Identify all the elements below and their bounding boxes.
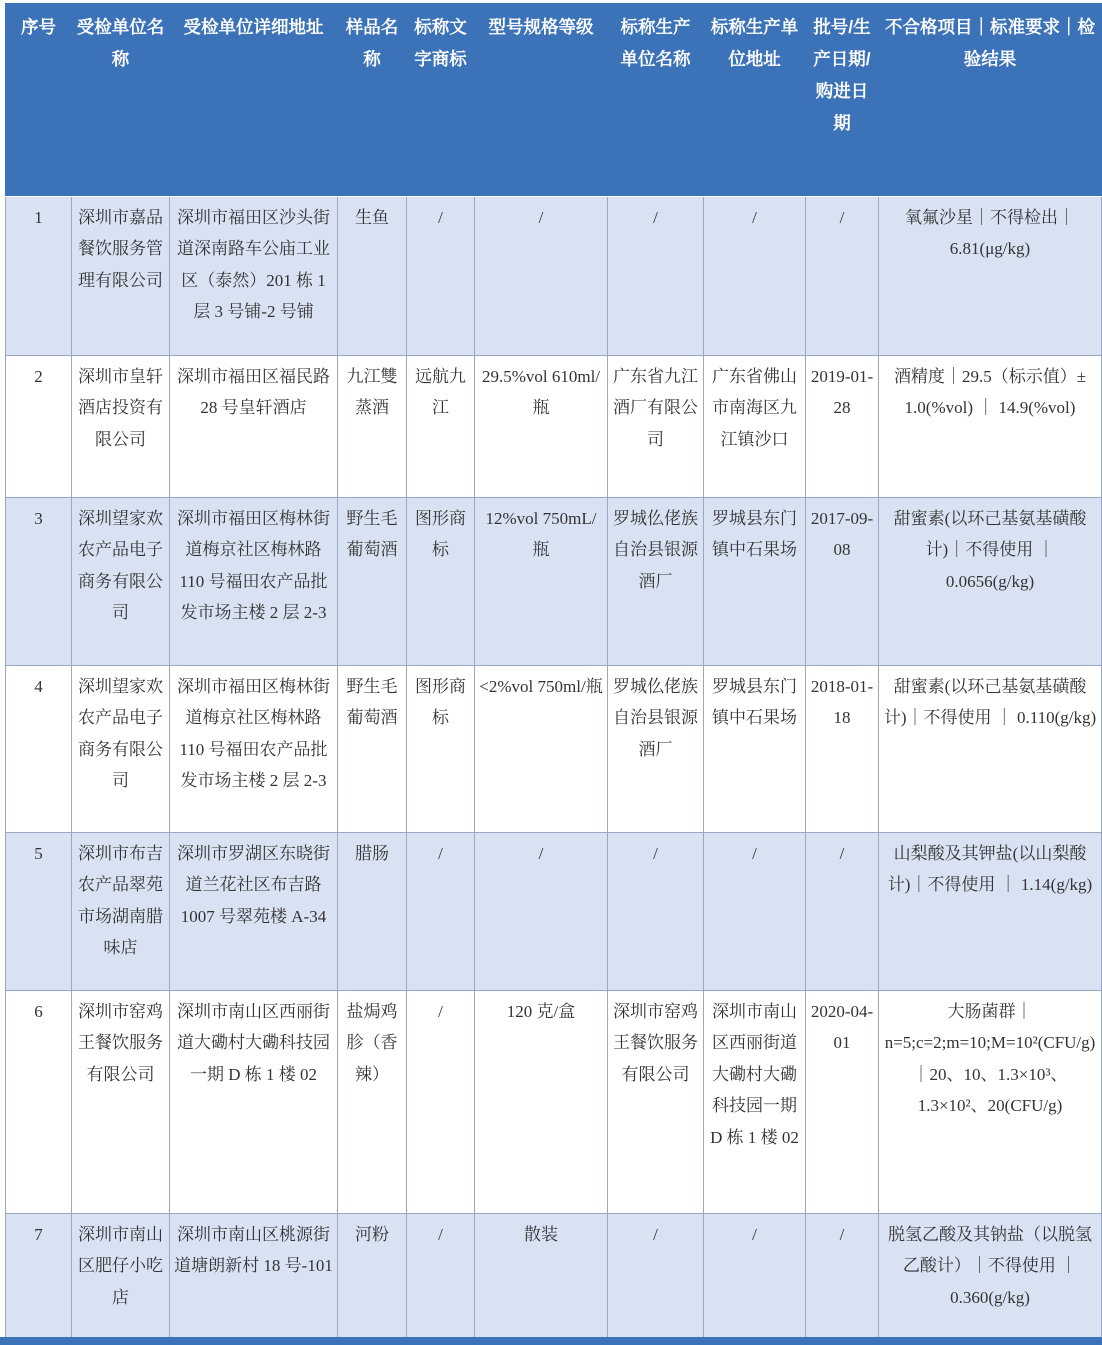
table-header	[6, 4, 1102, 197]
cell-producer-name: 广东省九江酒厂有限公司	[608, 356, 704, 498]
cell-batch-date: 2019-01-28	[806, 356, 879, 498]
cell-spec: 29.5%vol 610ml/瓶	[475, 356, 608, 498]
cell-sample-name: 腊肠	[338, 833, 407, 991]
table-row	[6, 498, 1102, 666]
cell-unit-address: 深圳市福田区梅林街道梅京社区梅林路 110 号福田农产品批发市场主楼 2 层 2-3	[170, 498, 338, 666]
cell-producer-address: 深圳市南山区西丽街道大磡村大磡科技园一期 D 栋 1 楼 02	[704, 991, 806, 1214]
cell-unit-address: 深圳市罗湖区东晓街道兰花社区布吉路 1007 号翠苑楼 A-34	[170, 833, 338, 991]
cell-producer-name: /	[608, 1214, 704, 1338]
next-page-header-strip	[0, 1337, 1102, 1345]
cell-index: 3	[6, 498, 72, 666]
cell-spec: 12%vol 750mL/瓶	[475, 498, 608, 666]
cell-batch-date: /	[806, 1214, 879, 1338]
cell-sample-name: 野生毛葡萄酒	[338, 666, 407, 833]
cell-producer-address: 广东省佛山市南海区九江镇沙口	[704, 356, 806, 498]
cell-producer-name: 深圳市窑鸡王餐饮服务有限公司	[608, 991, 704, 1214]
cell-result: 甜蜜素(以环己基氨基磺酸计)｜不得使用 ｜ 0.0656(g/kg)	[879, 498, 1102, 666]
column-header-unit-name: 受检单位名称	[72, 4, 170, 197]
cell-spec: /	[475, 197, 608, 356]
table-body	[6, 197, 1102, 1338]
cell-result: 大肠菌群｜n=5;c=2;m=10;M=10²(CFU/g)｜20、10、1.3×10³、1.3×10²、20(CFU/g)	[879, 991, 1102, 1214]
table-row	[6, 833, 1102, 991]
cell-index: 6	[6, 991, 72, 1214]
cell-result: 山梨酸及其钾盐(以山梨酸计)｜不得使用 ｜ 1.14(g/kg)	[879, 833, 1102, 991]
column-header-sample-name: 样品名称	[338, 4, 407, 197]
table-row	[6, 197, 1102, 356]
cell-unit-name: 深圳市皇轩酒店投资有限公司	[72, 356, 170, 498]
cell-result: 脱氢乙酸及其钠盐（以脱氢乙酸计）｜不得使用 ｜ 0.360(g/kg)	[879, 1214, 1102, 1338]
table-row	[6, 991, 1102, 1214]
table-row	[6, 1214, 1102, 1338]
cell-sample-name: 河粉	[338, 1214, 407, 1338]
cell-producer-address: /	[704, 833, 806, 991]
cell-unit-address: 深圳市南山区桃源街道塘朗新村 18 号-101	[170, 1214, 338, 1338]
cell-trademark: 图形商标	[407, 666, 475, 833]
inspection-results-table	[5, 3, 1102, 1338]
cell-unit-name: 深圳市窑鸡王餐饮服务有限公司	[72, 991, 170, 1214]
table-row	[6, 666, 1102, 833]
cell-unit-address: 深圳市福田区福民路 28 号皇轩酒店	[170, 356, 338, 498]
cell-unit-name: 深圳市南山区肥仔小吃店	[72, 1214, 170, 1338]
cell-unit-name: 深圳市嘉品餐饮服务管理有限公司	[72, 197, 170, 356]
cell-unit-name: 深圳望家欢农产品电子商务有限公司	[72, 498, 170, 666]
cell-spec: 散装	[475, 1214, 608, 1338]
cell-producer-address: 罗城县东门镇中石果场	[704, 666, 806, 833]
column-header-result: 不合格项目｜标准要求｜检验结果	[879, 4, 1102, 197]
cell-unit-address: 深圳市福田区梅林街道梅京社区梅林路 110 号福田农产品批发市场主楼 2 层 2-3	[170, 666, 338, 833]
cell-sample-name: 生鱼	[338, 197, 407, 356]
cell-producer-address: /	[704, 197, 806, 356]
cell-batch-date: 2020-04-01	[806, 991, 879, 1214]
column-header-batch-date: 批号/生产日期/购进日期	[806, 4, 879, 197]
cell-producer-address: 罗城县东门镇中石果场	[704, 498, 806, 666]
column-header-trademark: 标称文字商标	[407, 4, 475, 197]
cell-trademark: 图形商标	[407, 498, 475, 666]
cell-result: 甜蜜素(以环己基氨基磺酸计)｜不得使用 ｜ 0.110(g/kg)	[879, 666, 1102, 833]
cell-unit-address: 深圳市福田区沙头街道深南路车公庙工业区（泰然）201 栋 1 层 3 号铺-2 号铺	[170, 197, 338, 356]
header-row	[6, 4, 1102, 197]
cell-producer-name: /	[608, 833, 704, 991]
cell-result: 氧氟沙星｜不得检出｜ 6.81(μg/kg)	[879, 197, 1102, 356]
cell-batch-date: /	[806, 833, 879, 991]
cell-trademark: /	[407, 1214, 475, 1338]
cell-sample-name: 九江雙蒸酒	[338, 356, 407, 498]
cell-producer-name: 罗城仫佬族自治县银源酒厂	[608, 666, 704, 833]
cell-trademark: /	[407, 991, 475, 1214]
cell-sample-name: 野生毛葡萄酒	[338, 498, 407, 666]
cell-result: 酒精度｜29.5（标示值）± 1.0(%vol) ｜ 14.9(%vol)	[879, 356, 1102, 498]
column-header-producer-address: 标称生产单位地址	[704, 4, 806, 197]
table-row	[6, 356, 1102, 498]
cell-trademark: /	[407, 833, 475, 991]
cell-unit-address: 深圳市南山区西丽街道大磡村大磡科技园一期 D 栋 1 楼 02	[170, 991, 338, 1214]
cell-spec: /	[475, 833, 608, 991]
column-header-spec: 型号规格等级	[475, 4, 608, 197]
column-header-producer-name: 标称生产单位名称	[608, 4, 704, 197]
cell-spec: <2%vol 750ml/瓶	[475, 666, 608, 833]
cell-sample-name: 盐焗鸡胗（香辣）	[338, 991, 407, 1214]
cell-producer-address: /	[704, 1214, 806, 1338]
cell-unit-name: 深圳市布吉农产品翠苑市场湖南腊味店	[72, 833, 170, 991]
cell-trademark: /	[407, 197, 475, 356]
cell-producer-name: /	[608, 197, 704, 356]
cell-batch-date: 2017-09-08	[806, 498, 879, 666]
column-header-unit-address: 受检单位详细地址	[170, 4, 338, 197]
cell-index: 5	[6, 833, 72, 991]
cell-index: 4	[6, 666, 72, 833]
cell-index: 7	[6, 1214, 72, 1338]
cell-index: 2	[6, 356, 72, 498]
cell-batch-date: 2018-01-18	[806, 666, 879, 833]
cell-producer-name: 罗城仫佬族自治县银源酒厂	[608, 498, 704, 666]
cell-trademark: 远航九江	[407, 356, 475, 498]
cell-index: 1	[6, 197, 72, 356]
cell-spec: 120 克/盒	[475, 991, 608, 1214]
cell-batch-date: /	[806, 197, 879, 356]
cell-unit-name: 深圳望家欢农产品电子商务有限公司	[72, 666, 170, 833]
column-header-index: 序号	[6, 4, 72, 197]
